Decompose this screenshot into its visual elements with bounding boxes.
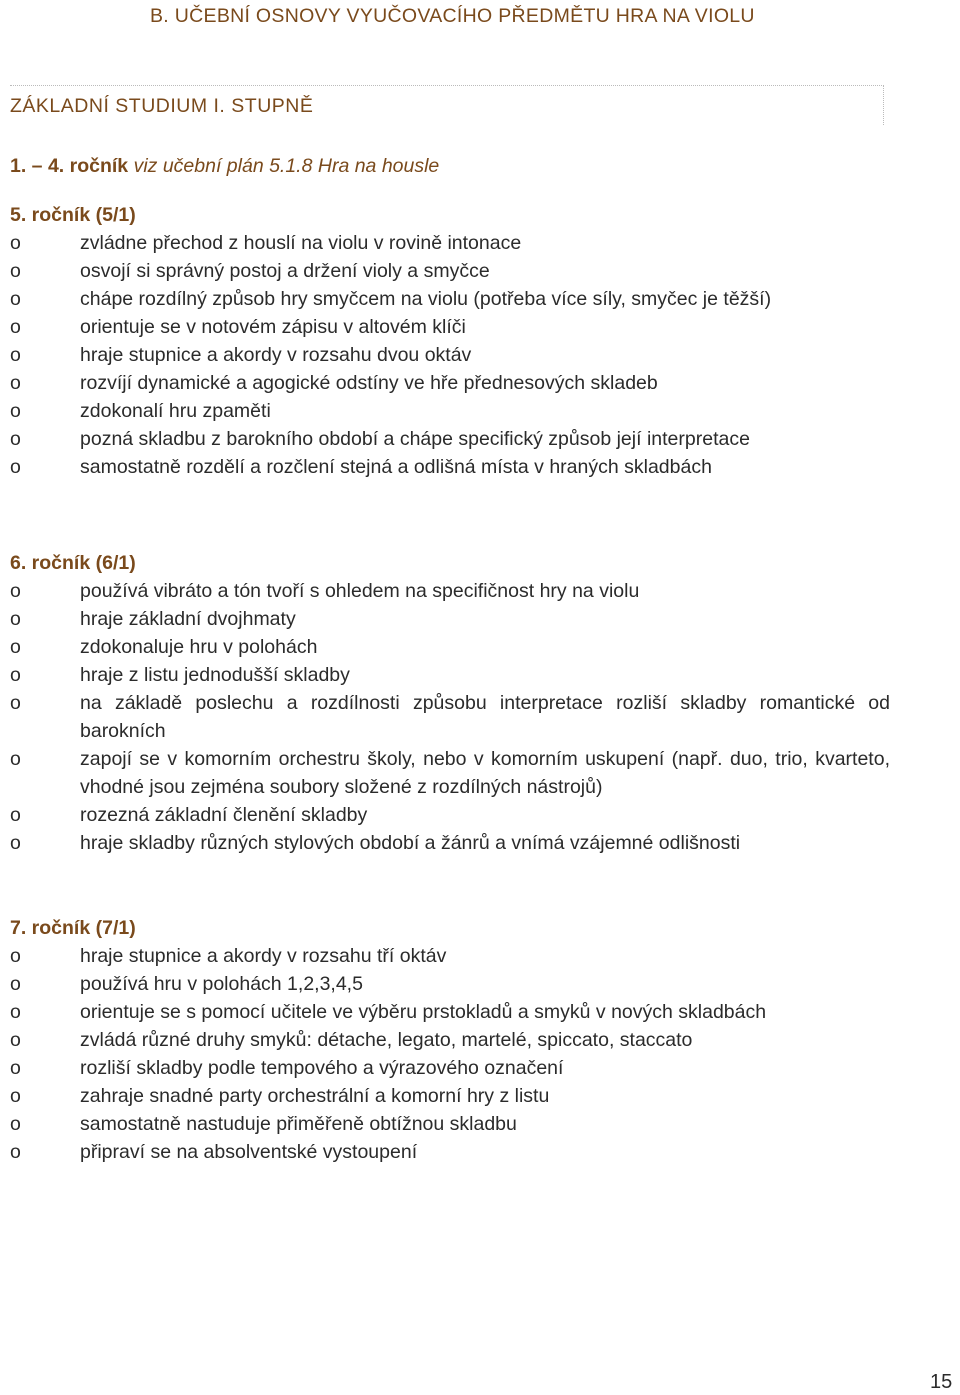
list-item [10,577,890,605]
list-item [10,970,890,998]
list-item-text: na základě poslechu a rozdílnosti způsobu interpretace rozliší skladby romantické od barokních [80,692,890,742]
bullet-icon: o [10,748,21,770]
list-item [10,425,890,453]
bullet-icon: o [10,456,21,478]
list-item [10,661,890,689]
bullet-icon: o [10,636,21,658]
list-item [10,285,890,313]
list-item [10,229,890,257]
bullet-icon: o [10,1113,21,1135]
list-item-text: zdokonaluje hru v polohách [80,636,318,658]
list-item [10,801,890,829]
grade-7-section [10,914,890,1166]
list-item-text: zdokonalí hru zpaměti [80,400,271,422]
note-reference: viz učební plán 5.1.8 Hra na housle [133,155,440,177]
list-item-text: hraje skladby různých stylových období a žánrů a vnímá vzájemné odlišnosti [80,832,741,854]
list-item [10,605,890,633]
grade-heading: 7. ročník (7/1) [10,917,136,939]
page-number: 15 [930,1371,953,1393]
list-item-text: hraje stupnice a akordy v rozsahu dvou oktáv [80,344,472,366]
list-item [10,1026,890,1054]
bullet-icon: o [10,608,21,630]
list-item-text: pozná skladbu z barokního období a chápe specifický způsob její interpretace [80,428,750,450]
bullet-icon: o [10,1141,21,1163]
list-item-text: zapojí se v komorním orchestru školy, nebo v komorním uskupení (např. duo, trio, kvarteto, vhodné jsou zejména soubory složené z rozdílných nástrojů) [80,748,890,798]
bullet-icon: o [10,804,21,826]
list-item [10,1054,890,1082]
bullet-icon: o [10,692,21,714]
list-item-text: samostatně nastuduje přiměřeně obtížnou skladbu [80,1113,517,1135]
list-item [10,369,890,397]
list-item-text: rozliší skladby podle tempového a výrazového označení [80,1057,564,1079]
bullet-icon: o [10,344,21,366]
bullet-icon: o [10,580,21,602]
list-item-text: rozezná základní členění skladby [80,804,368,826]
bullet-icon: o [10,1085,21,1107]
list-item-text: hraje základní dvojhmaty [80,608,296,630]
document-title: B. UČEBNÍ OSNOVY VYUČOVACÍHO PŘEDMĚTU HRA NA VIOLU [150,5,755,27]
list-item-text: zvládá různé druhy smyků: détache, legato, martelé, spiccato, staccato [80,1029,693,1051]
list-item-text: rozvíjí dynamické a agogické odstíny ve hře přednesových skladeb [80,372,658,394]
grade-5-section [10,201,890,481]
bullet-icon: o [10,316,21,338]
section-heading: ZÁKLADNÍ STUDIUM I. STUPNĚ [10,95,314,117]
list-item [10,313,890,341]
list-item-text: orientuje se v notovém zápisu v altovém klíči [80,316,466,338]
grades-1-4-note [10,155,439,178]
bullet-icon: o [10,428,21,450]
list-item-text: zahraje snadné party orchestrální a komorní hry z listu [80,1085,550,1107]
list-item-text: chápe rozdílný způsob hry smyčcem na violu (potřeba více síly, smyčec je těžší) [80,288,772,310]
list-item [10,829,890,857]
bullet-icon: o [10,400,21,422]
bullet-icon: o [10,664,21,686]
list-item [10,1082,890,1110]
list-item-text: používá vibráto a tón tvoří s ohledem na specifičnost hry na violu [80,580,640,602]
list-item [10,1110,890,1138]
list-item [10,998,890,1026]
grade-heading: 5. ročník (5/1) [10,204,136,226]
list-item-text: hraje stupnice a akordy v rozsahu tří oktáv [80,945,447,967]
bullet-icon: o [10,232,21,254]
list-item-text: zvládne přechod z houslí na violu v rovině intonace [80,232,522,254]
bullet-icon: o [10,1057,21,1079]
list-item [10,341,890,369]
bullet-icon: o [10,372,21,394]
list-item [10,257,890,285]
list-item [10,1138,890,1166]
list-item-text: osvojí si správný postoj a držení violy a smyčce [80,260,490,282]
bullet-icon: o [10,260,21,282]
bullet-icon: o [10,1001,21,1023]
grade-heading: 6. ročník (6/1) [10,552,136,574]
list-item-text: samostatně rozdělí a rozčlení stejná a odlišná místa v hraných skladbách [80,456,712,478]
list-item-text: připraví se na absolventské vystoupení [80,1141,418,1163]
list-item [10,689,890,745]
bullet-icon: o [10,832,21,854]
list-item [10,942,890,970]
list-item [10,633,890,661]
list-item [10,397,890,425]
list-item [10,453,890,481]
section-heading-box [10,85,884,125]
bullet-icon: o [10,288,21,310]
list-item [10,745,890,801]
bullet-icon: o [10,1029,21,1051]
note-grades: 1. – 4. ročník [10,155,129,177]
grade-6-section [10,549,890,857]
bullet-icon: o [10,945,21,967]
bullet-icon: o [10,973,21,995]
list-item-text: orientuje se s pomocí učitele ve výběru prstokladů a smyků v nových skladbách [80,1001,767,1023]
list-item-text: hraje z listu jednodušší skladby [80,664,350,686]
list-item-text: používá hru v polohách 1,2,3,4,5 [80,973,363,995]
